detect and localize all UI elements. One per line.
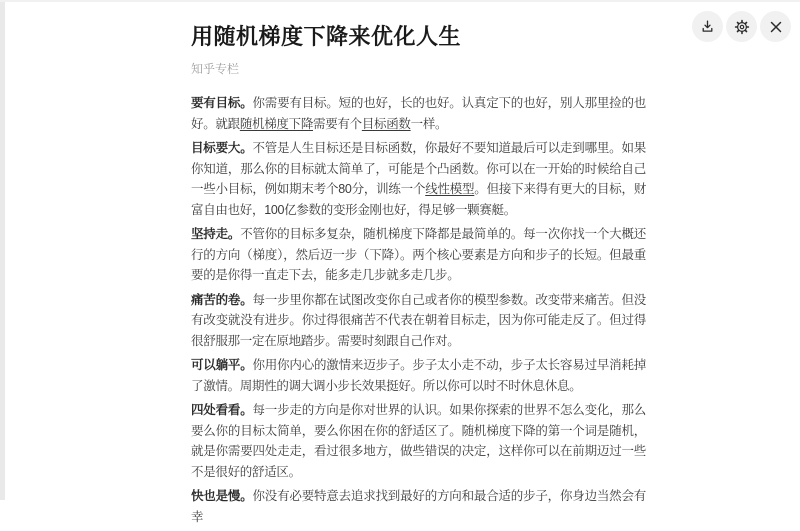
paragraph-lead: 坚持走。 [191,227,241,241]
paragraph-text: 你用你内心的激情来迈步子。步子太小走不动，步子太长容易过早消耗掉了激情。周期性的调大调小步长效果挺好。所以你可以时不时休息休息。 [191,358,646,393]
settings-button[interactable] [726,11,757,42]
download-icon [700,19,715,34]
article [191,0,646,531]
close-icon [769,20,783,34]
paragraph-text: 不管是人生目标还是目标函数，你最好不要知道最后可以走到哪里。如果你知道，那么你的目标就太简单了，可能是个凸函数。你可以在一开始的时候给自己一些小目标，例如期末考个80分，训练一个 [191,141,646,196]
close-button[interactable] [760,11,791,42]
paragraph-text: 你没有必要特意去追求找到最好的方向和最合适的步子，你身边当然会有幸 [191,489,646,524]
page-title: 用随机梯度下降来优化人生 [191,24,462,49]
article-paragraph [191,138,646,220]
paragraph-text: 每一步走的方向是你对世界的认识。如果你探索的世界不怎么变化，那么要么你的目标太简单，要么你困在你的舒适区了。随机梯度下降的第一个词是随机，就是你需要四处走走，看过很多地方，做些错误的决定，这样你可以在前期迈过一些不是很好的舒适区。 [191,403,646,479]
paragraph-text: 。但接下来得有更大的目标，财富自由也好，100亿参数的变形金刚也好，得足够一颗赛艇。 [191,182,646,217]
paragraph-text: 你需要有目标。短的也好，长的也好。认真定下的也好，别人那里捡的也好。就跟 [191,96,646,131]
paragraph-text: 每一步里你都在试图改变你自己或者你的模型参数。改变带来痛苦。但没有改变就没有进步。你过得很痛苦不代表在朝着目标走，因为你可能走反了。但过得很舒服那一定在原地踏步。需要时刻跟自己作对。 [191,292,646,348]
paragraph-lead: 目标要大。 [191,141,253,155]
article-paragraph [191,224,646,286]
article-source: 知乎专栏 [191,62,240,76]
paragraph-lead: 四处看看。 [191,403,253,417]
gear-icon [734,19,750,35]
article-body [191,93,646,527]
inline-link[interactable]: 随机梯度下降 [239,116,314,131]
article-paragraph [191,486,646,527]
article-paragraph [191,355,646,396]
article-paragraph [191,290,646,352]
paragraph-lead: 快也是慢。 [191,489,253,503]
window-edge [0,0,5,500]
paragraph-lead: 可以躺平。 [191,358,253,372]
inline-link[interactable]: 线性模型 [425,182,475,196]
article-paragraph [191,93,646,134]
paragraph-lead: 痛苦的卷。 [191,292,253,307]
article-paragraph [191,400,646,482]
paragraph-text: 不管你的目标多复杂，随机梯度下降都是最简单的。每一次你找一个大概还行的方向（梯度），然后迈一步（下降）。两个核心要素是方向和步子的长短。但最重要的是你得一直走下去，能多走几步就多走几步。 [191,227,646,282]
download-button[interactable] [692,11,723,42]
inline-link[interactable]: 目标函数 [361,116,411,131]
paragraph-lead: 要有目标。 [191,96,253,110]
reader-toolbar [692,11,791,42]
paragraph-text: 一样。 [410,116,448,131]
paragraph-text: 需要有个 [313,116,362,131]
